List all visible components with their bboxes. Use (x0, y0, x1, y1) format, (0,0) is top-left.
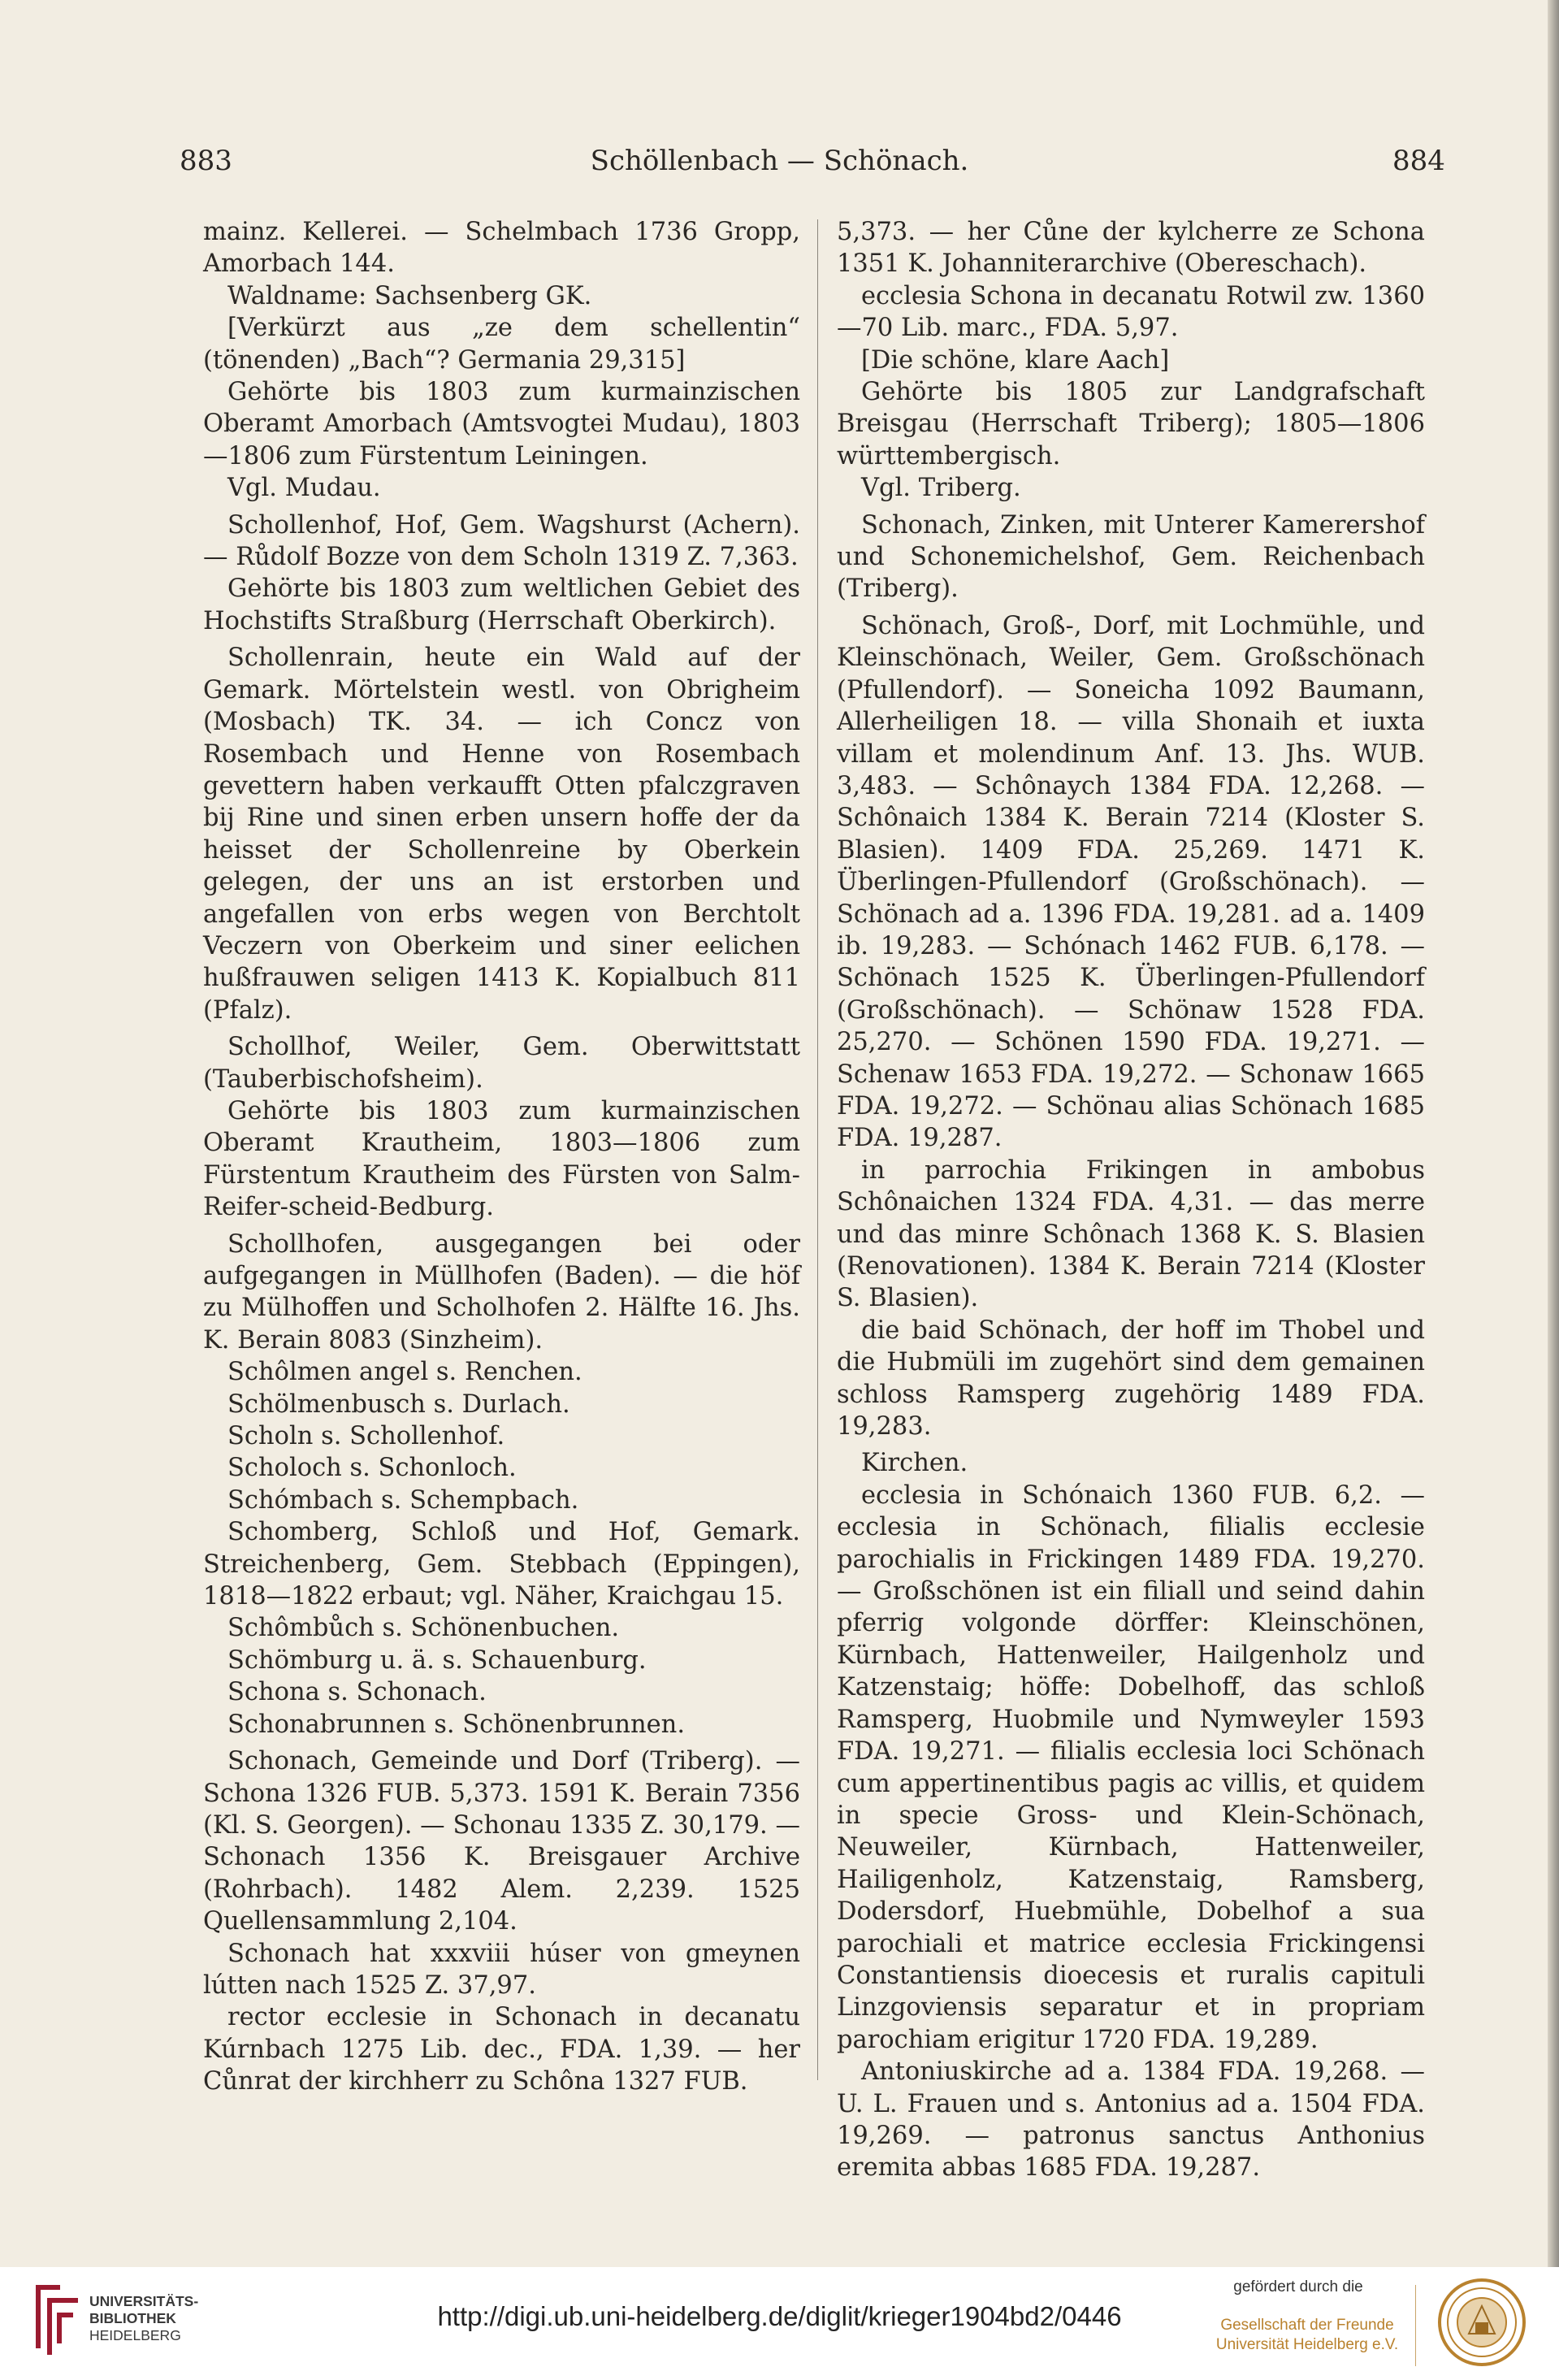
permalink-url[interactable]: http://digi.ub.uni-heidelberg.de/diglit/krieger1904bd2/0446 (437, 2301, 1122, 2331)
funded-by-label: gefördert durch die (1233, 2278, 1363, 2295)
page-edge (1548, 0, 1559, 2267)
entry-paragraph: Antoniuskirche ad a. 1384 FDA. 19,268. — U. L. Frauen und s. Antonius ad a. 1504 FDA. 19,269. — patronus sanctus Anthonius eremita abbas 1685 FDA. 19,287. (837, 2057, 1425, 2183)
entry-paragraph: Vgl. Mudau. (227, 474, 381, 503)
society-name-line: Universität Heidelberg e.V. (1215, 2336, 1399, 2353)
entry-paragraph: Waldname: Sachsenberg GK. (227, 281, 592, 310)
running-title: Schöllenbach — Schönach. (590, 145, 969, 177)
entry-paragraph: [Verkürzt aus „ze dem schellentin“ (tönenden) „Bach“? Germania 29,315] (203, 314, 800, 375)
entry-paragraph: ecclesia Schona in decanatu Rotwil zw. 1360—70 Lib. marc., FDA. 5,97. (837, 281, 1425, 343)
entry-paragraph: [Die schöne, klare Aach] (861, 345, 1170, 375)
entry-paragraph: mainz. Kellerei. — Schelmbach 1736 Gropp, Amorbach 144. (203, 218, 800, 279)
entry-paragraph: Gehörte bis 1803 zum kurmainzischen Oberamt Amorbach (Amtsvogtei Mudau), 1803—1806 zum Fürstentum Leiningen. (203, 378, 800, 470)
entry-paragraph: Schollenhof, Hof, Gem. Wagshurst (Achern). — Růdolf Bozze von dem Scholn 1319 Z. 7,363. (203, 510, 800, 572)
library-name-line: HEIDELBERG (89, 2327, 181, 2343)
entry-paragraph: Gehörte bis 1803 zum kurmainzischen Oberamt Krautheim, 1803—1806 zum Fürstentum Krautheim des Fürsten von Salm-Reifer-scheid-Bedburg. (203, 1096, 800, 1222)
entry-paragraph: Scholoch s. Schonloch. (227, 1454, 517, 1483)
university-seal-icon (1436, 2277, 1527, 2368)
section-heading: Kirchen. (861, 1449, 968, 1478)
entry-paragraph: Schômbůch s. Schönenbuchen. (227, 1614, 620, 1643)
entry-paragraph: Scholn s. Schollenhof. (227, 1422, 505, 1451)
entry-paragraph: Schollhofen, ausgegangen bei oder aufgegangen in Müllhofen (Baden). — die höf zu Mülhoffen und Scholhofen 2. Hälfte 16. Jhs. K. Berain 8083 (Sinzheim). (203, 1229, 800, 1355)
entry-paragraph: Schonabrunnen s. Schönenbrunnen. (227, 1710, 686, 1739)
society-name-line: Gesellschaft der Freunde (1220, 2317, 1394, 2334)
column-divider (817, 219, 818, 2080)
entry-paragraph: Schôlmen angel s. Renchen. (227, 1358, 582, 1387)
library-name-line: BIBLIOTHEK (89, 2310, 176, 2326)
entry-paragraph: Schönach, Groß-, Dorf, mit Lochmühle, und Kleinschönach, Weiler, Gem. Großschönach (Pfullendorf). — Soneicha 1092 Baumann, Allerheiligen 18. — villa Shonaih et iuxta villam et molendinum Anf. 13. Jhs. WUB. 3,483. — Schônaych 1384 FDA. 12,268. — Schônaich 1384 K. Berain 7214 (Kloster S. Blasien). 1409 FDA. 25,269. 1471 K. Überlingen-Pfullendorf (Großschönach). — Schönach ad a. 1396 FDA. 19,281. ad a. 1409 ib. 19,283. — Schónach 1462 FUB. 6,178. — Schönach 1525 K. Überlingen-Pfullendorf (Großschönach). — Schönaw 1528 FDA. 25,270. — Schönen 1590 FDA. 19,271. — Schenaw 1653 FDA. 19,272. — Schonaw 1665 FDA. 19,272. — Schönau alias Schönach 1685 FDA. 19,287. (837, 611, 1425, 1153)
footer-divider (1415, 2285, 1416, 2366)
viewer-footer (0, 2267, 1559, 2380)
society-name (1201, 2316, 1414, 2355)
entry-paragraph: Schölmenbusch s. Durlach. (227, 1389, 570, 1419)
entry-paragraph: ecclesia in Schónaich 1360 FUB. 6,2. — ecclesia in Schönach, filialis ecclesie parochialis in Frickingen 1489 FDA. 19,270. — Großschönen ist ein filiall und seind dahin pferrig volgonde dörffer: Kleinschönen, Kürnbach, Hattenweiler, Hailgenholz und Katzenstaig; höffe: Dobelhoff, das schloß Ramsperg, Huobmile und Nymweyler 1593 FDA. 19,271. — filialis ecclesia loci Schönach cum appertinentibus pagis ac villis, et quidem in specie Gross- und Klein-Schönach, Neuweiler, Kürnbach, Hattenweiler, Hailigenholz, Katzenstaig, Ramsberg, Dodersdorf, Huebmühle, Dobelhof a sua parochiali et matrice ecclesia Frickingensi Constantiensis dioecesis et ruralis capituli Linzgoviensis separatur et in propriam parochiam erigitur 1720 FDA. 19,289. (837, 1480, 1425, 2054)
entry-paragraph: Schonach, Gemeinde und Dorf (Triberg). — Schona 1326 FUB. 5,373. 1591 K. Berain 7356 (Kl. S. Georgen). — Schonau 1335 Z. 30,179. — Schonach 1356 K. Breisgauer Archive (Rohrbach). 1482 Alem. 2,239. 1525 Quellensammlung 2,104. (203, 1747, 800, 1936)
right-column (837, 216, 1425, 2184)
entry-paragraph: die baid Schönach, der hoff im Thobel und die Hubmüli im zugehört sind dem gemainen schloss Ramsperg zugehörig 1489 FDA. 19,283. (837, 1316, 1425, 1441)
entry-paragraph: rector ecclesie in Schonach in decanatu Kúrnbach 1275 Lib. dec., FDA. 1,39. — her Cůnrat der kirchherr zu Schôna 1327 FUB. (203, 2003, 800, 2096)
left-column (203, 216, 800, 2098)
entry-paragraph: Gehörte bis 1805 zur Landgrafschaft Breisgau (Herrschaft Triberg); 1805—1806 württembergisch. (837, 378, 1425, 470)
entry-paragraph: Schona s. Schonach. (227, 1678, 487, 1707)
entry-paragraph: Schollhof, Weiler, Gem. Oberwittstatt (Tauberbischofsheim). (203, 1033, 800, 1094)
library-name-line: UNIVERSITÄTS- (89, 2293, 199, 2309)
entry-paragraph: 5,373. — her Cůne der kylcherre ze Schona 1351 K. Johanniterarchive (Obereschach). (837, 218, 1425, 279)
page-number-left: 883 (180, 145, 232, 177)
entry-paragraph: Schollenrain, heute ein Wald auf der Gemark. Mörtelstein westl. von Obrigheim (Mosbach) TK. 34. — ich Concz von Rosembach und Henne von Rosembach gevettern haben verkaufft Otten pfalczgraven bij Rine und sinen erben unsern hoffe der da heisset der Schollenreine by Oberkein gelegen, der uns an ist erstorben und angefallen von erbs wegen von Berchtolt Veczern von Oberkeim und siner eelichen hußfrauwen seligen 1413 K. Kopialbuch 811 (Pfalz). (203, 644, 800, 1025)
entry-paragraph: Gehörte bis 1803 zum weltlichen Gebiet des Hochstifts Straßburg (Herrschaft Oberkirch). (203, 574, 800, 635)
entry-paragraph: Schonach, Zinken, mit Unterer Kamerershof und Schonemichelshof, Gem. Reichenbach (Triberg). (837, 510, 1425, 604)
entry-paragraph: Schómbach s. Schempbach. (227, 1485, 579, 1515)
page-number-right: 884 (1392, 145, 1445, 177)
entry-paragraph: Schonach hat xxxviii húser von gmeynen lútten nach 1525 Z. 37,97. (203, 1939, 800, 2000)
entry-paragraph: Schomberg, Schloß und Hof, Gemark. Streichenberg, Gem. Stebbach (Eppingen), 1818—1822 erbaut; vgl. Näher, Kraichgau 15. (203, 1518, 800, 1611)
entry-paragraph: Vgl. Triberg. (861, 474, 1021, 503)
entry-paragraph: in parrochia Frikingen in ambobus Schônaichen 1324 FDA. 4,31. — das merre und das minre Schônach 1368 K. S. Blasien (Renovationen). 1384 K. Berain 7214 (Kloster S. Blasien). (837, 1155, 1425, 1313)
entry-paragraph: Schömburg u. ä. s. Schauenburg. (227, 1645, 647, 1675)
